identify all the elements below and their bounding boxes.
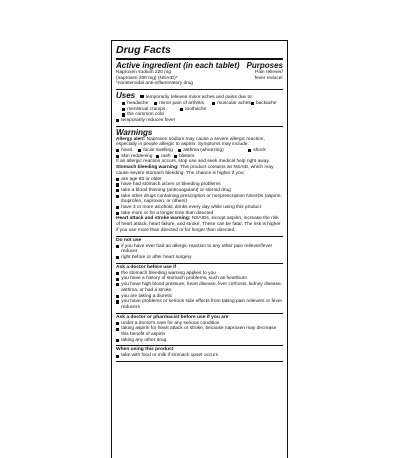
ingredient-line: (naproxen 200 mg) (NSAID)* — [116, 75, 178, 81]
bullet-icon — [116, 212, 119, 215]
allergy-alert-text: Naproxen sodium may cause a severe allergic reaction, especially in people allergic to aspirin. Symptoms may include: — [116, 136, 265, 148]
stomach-risk-item: take more or for a longer time than directed — [121, 210, 214, 216]
active-ingredient-heading: Active ingredient (in each tablet) — [116, 61, 240, 70]
stomach-risk-item: take a blood thinning (anticoagulant) or steroid drug — [121, 187, 231, 193]
ask-doctor-item: the stomach bleeding warning applies to you — [121, 270, 216, 276]
do-not-use-item: if you have ever had an allergic reaction to any other pain reliever/fever reducer — [121, 243, 273, 255]
allergy-alert-label: Allergy alert: — [116, 136, 146, 142]
bullet-icon — [116, 206, 119, 209]
allergy-symptom: shock — [253, 148, 266, 154]
uses-intro: temporarily relieves minor aches and pains due to: — [145, 95, 253, 101]
bullet-icon — [212, 102, 215, 105]
ask-doctor-item: you have a history of stomach problems, such as heartburn — [121, 276, 248, 282]
uses-section — [116, 90, 283, 127]
purposes-heading: Purposes — [246, 61, 283, 70]
bullet-icon — [116, 295, 119, 298]
allergy-symptom: blisters — [179, 153, 195, 159]
bullet-icon — [140, 95, 143, 98]
ask-doctor-item: you have problems or serious side effects from taking pain relievers or fever reducers — [121, 299, 283, 310]
drug-facts-panel — [111, 40, 288, 458]
use-item: the common cold — [127, 112, 164, 118]
ask-pharmacist-section — [116, 314, 283, 347]
stomach-risk-item: have had stomach ulcers or bleeding problems — [121, 182, 221, 188]
allergy-symptom: hives — [121, 148, 133, 154]
when-using-section — [116, 346, 283, 362]
do-not-use-section — [116, 237, 283, 264]
use-item: menstrual cramps — [127, 106, 166, 112]
bullet-icon — [122, 102, 125, 105]
bullet-icon — [116, 278, 119, 281]
stomach-risk-item: are age 60 or older — [121, 176, 162, 182]
ask-pharmacist-item: under a doctor's care for any serious condition — [121, 320, 220, 326]
bullet-icon — [116, 119, 119, 122]
allergy-symptom: asthma (wheezing) — [183, 148, 224, 154]
ask-pharmacist-item: taking aspirin for heart attack or stroke, because naproxen may decrease this benefit of aspirin — [121, 326, 277, 338]
stomach-risk-item: have 3 or more alcoholic drinks every day while using this product — [121, 205, 261, 211]
bullet-icon — [180, 108, 183, 111]
bullet-icon — [116, 272, 119, 275]
uses-fever: temporarily reduces fever — [121, 117, 176, 123]
bullet-icon — [116, 149, 119, 152]
bullet-icon — [154, 102, 157, 105]
drug-facts-title: Drug Facts — [116, 44, 283, 60]
when-using-heading: When using this product — [116, 347, 174, 353]
bullet-icon — [116, 245, 119, 248]
bullet-icon — [116, 183, 119, 186]
uses-heading: Uses — [116, 91, 136, 101]
bullet-icon — [116, 256, 119, 259]
ask-doctor-heading: Ask a doctor before use if — [116, 264, 177, 270]
warnings-section — [116, 127, 283, 237]
bullet-icon — [116, 300, 119, 303]
bullet-icon — [116, 328, 119, 331]
ask-doctor-section — [116, 264, 283, 314]
allergy-after-text: If an allergic reaction occurs, stop use and seek medical help right away. — [116, 159, 270, 165]
heart-warning-text: NSAIDs, except aspirin, increase the risk of heart attack, heart failure, and stroke. These can be fatal. The risk is higher if you use more than directed or for longer than directed. — [116, 216, 281, 233]
bullet-icon — [116, 322, 119, 325]
do-not-use-heading: Do not use — [116, 237, 142, 243]
stomach-risk-item: take other drugs containing prescription or nonprescription NSAIDs (aspirin, ibuprofen, naproxen, or others) — [121, 193, 282, 205]
bullet-icon — [116, 189, 119, 192]
heart-warning-label: Heart attack and stroke warning: — [116, 216, 191, 222]
ingredient-line: Naproxen sodium 220 mg — [116, 70, 171, 75]
active-ingredient-section — [116, 60, 283, 90]
bullet-icon — [122, 108, 125, 111]
do-not-use-item: right before or after heart surgery — [121, 254, 192, 260]
stomach-warning-label: Stomach bleeding warning: — [116, 165, 179, 171]
bullet-icon — [156, 155, 159, 158]
allergy-symptom: skin reddening — [121, 153, 153, 159]
bullet-icon — [116, 283, 119, 286]
bullet-icon — [116, 195, 119, 198]
ask-doctor-item: you have high blood pressure, heart disease, liver cirrhosis, kidney disease, asthma, or had a stroke — [121, 282, 282, 293]
allergy-symptom: rash — [161, 153, 171, 159]
warnings-heading: Warnings — [116, 127, 153, 137]
use-item: toothache — [185, 106, 207, 112]
bullet-icon — [174, 155, 177, 158]
purpose-line: Pain reliever/ — [255, 70, 283, 75]
ask-doctor-item: you are taking a diuretic — [121, 293, 173, 299]
use-item: muscular aches — [217, 100, 251, 106]
allergy-symptom: facial swelling — [143, 148, 173, 154]
bullet-icon — [116, 155, 119, 158]
bullet-icon — [122, 113, 125, 116]
ask-pharmacist-item: taking any other drug — [121, 337, 167, 343]
bullet-icon — [116, 355, 119, 358]
use-item: headache — [127, 100, 149, 106]
bullet-icon — [178, 149, 181, 152]
stomach-warning-text: This product contains an NSAID, which may cause severe stomach bleeding. The chance is higher if you: — [116, 165, 274, 176]
purpose-line: fever reducer — [254, 75, 283, 81]
use-item: minor pain of arthritis — [159, 100, 204, 106]
nsaid-footnote: *nonsteroidal anti-inflammatory drug — [116, 81, 194, 87]
bullet-icon — [138, 149, 141, 152]
use-item: backache — [255, 100, 277, 106]
bullet-icon — [251, 102, 254, 105]
bullet-icon — [248, 149, 251, 152]
when-using-item: take with food or milk if stomach upset occurs — [121, 353, 218, 359]
ask-pharmacist-heading: Ask a doctor or pharmacist before use if you are — [116, 314, 229, 320]
bullet-icon — [116, 339, 119, 342]
bullet-icon — [116, 178, 119, 181]
